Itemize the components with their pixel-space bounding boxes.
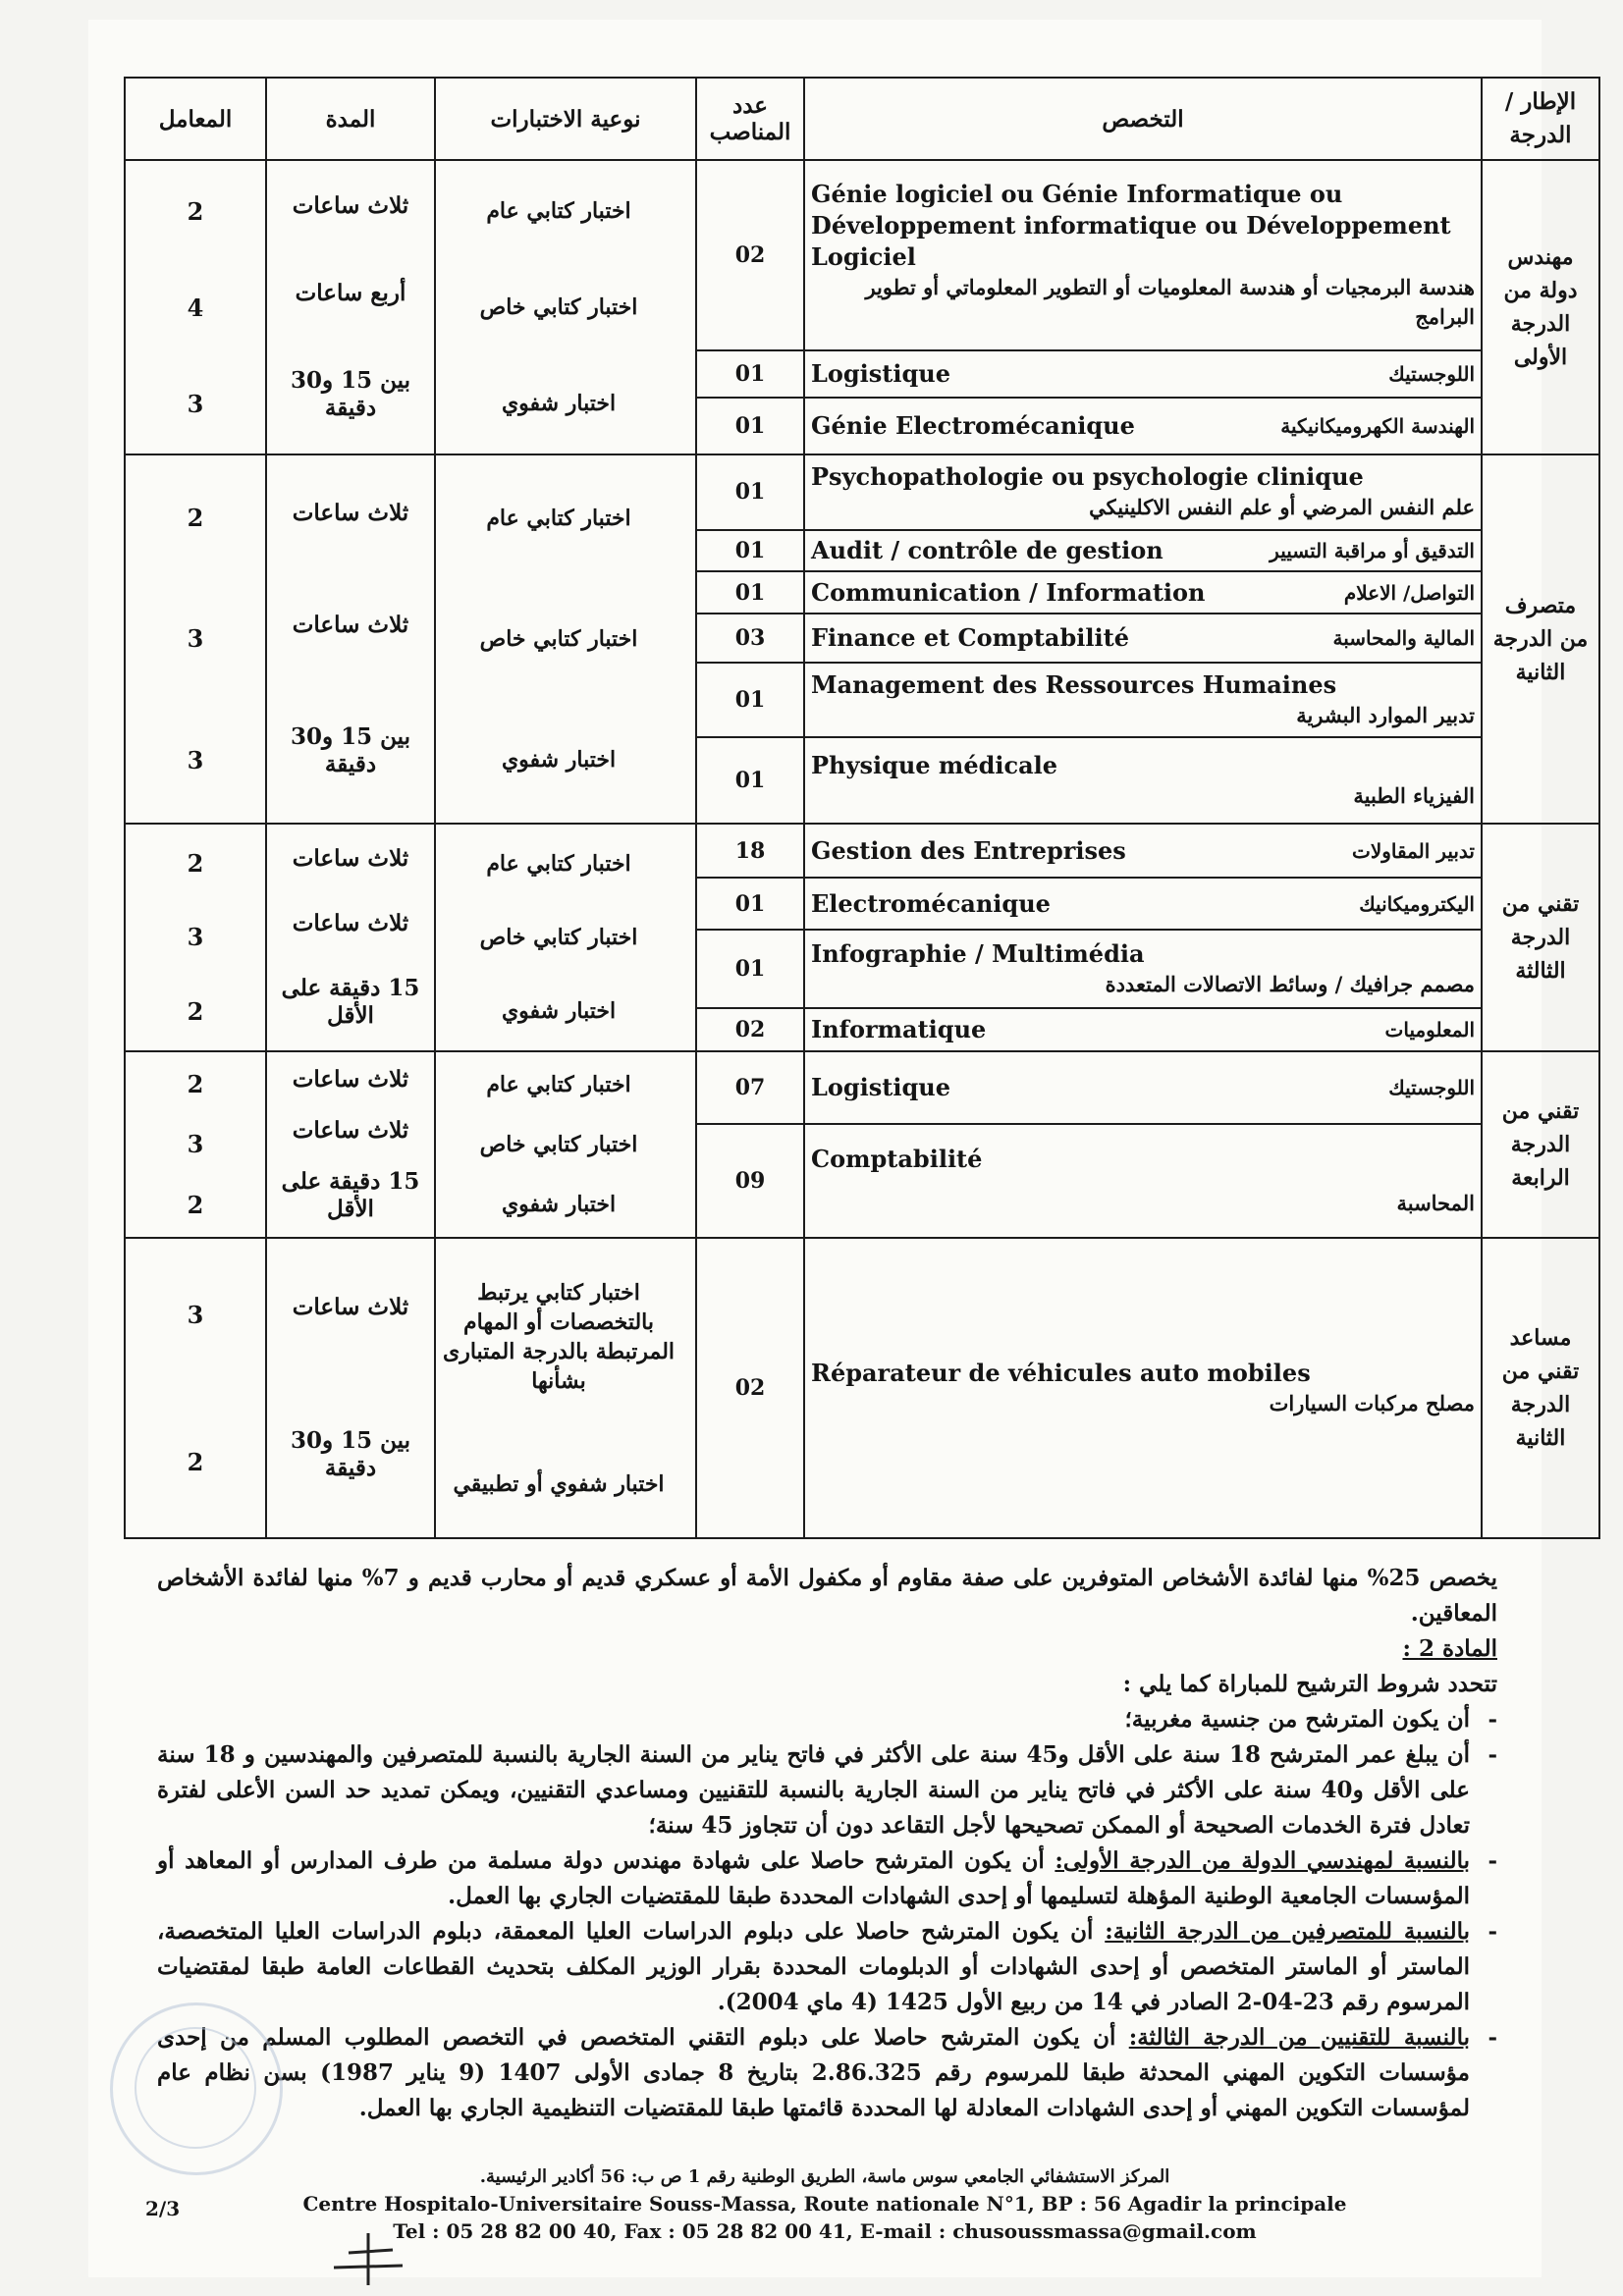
test-item: اختبار كتابي عام — [486, 1071, 631, 1097]
specialty-cell — [804, 737, 1482, 824]
table-row — [125, 824, 1599, 878]
specialty-ar: اليكتروميكانيك — [1359, 891, 1475, 916]
posts-cell: 02 — [696, 1238, 804, 1538]
duration-item: بين 15 و30 دقيقة — [290, 1427, 410, 1481]
test-item: اختبار كتابي عام — [486, 198, 631, 224]
test-item: اختبار شفوي — [501, 1192, 617, 1218]
coefficient-item: 2 — [187, 1447, 204, 1476]
specialty-fr: Psychopathologie ou psychologie clinique — [811, 462, 1364, 492]
quota-paragraph: يخصص 25% منها لفائدة الأشخاص المتوفرين على صفة مقاوم أو مكفول الأمة أو عسكري قديم أو محارب قديم و 7% منها لفائدة الأشخاص المعاقين. — [157, 1565, 1497, 1627]
condition-label: بالنسبة لمهندسي الدولة من الدرجة الأولى: — [1055, 1847, 1470, 1874]
test-item: اختبار شفوي — [501, 391, 617, 416]
condition-text: أن يكون المترشح حاصلا على دبلوم التقني المتخصص في التخصص المطلوب المسلم من إحدى مؤسسات التكوين المهني المحدثة طبقا للمرسوم رقم 2.86.325 بتاريخ 8 جمادى الأولى 1407 (9 يناير 1987) بسن نظام عام لمؤسسات التكوين المهني أو إحدى الشهادات المعادلة لها المحددة قائمتها طبقا للمقتضيات التنظيمية الجاري بها العمل. — [157, 2024, 1470, 2121]
duration-item: ثلاث ساعات — [292, 845, 409, 872]
tests-cell — [435, 1238, 696, 1538]
coefficient-cell — [125, 1238, 266, 1538]
header-coefficient: المعامل — [125, 78, 266, 160]
specialty-cell — [804, 614, 1482, 663]
posts-cell: 01 — [696, 350, 804, 398]
condition-text: أن يكون المترشح حاصلا على شهادة مهندس دولة مسلمة من طرف المدارس أو المعاهد أو المؤسسات الجامعية الوطنية المؤهلة لتسليمها أو إحدى الشهادات المحددة طبقا للمقتضيات الجاري بها العمل. — [157, 1847, 1470, 1909]
specialty-ar: مصلح مركبات السيارات — [1269, 1391, 1475, 1415]
table-row — [125, 454, 1599, 530]
posts-cell: 03 — [696, 614, 804, 663]
specialty-fr: Génie logiciel ou Génie Informatique ou Développement informatique ou Développement Logiciel — [811, 180, 1451, 272]
coefficient-item: 2 — [187, 849, 204, 879]
specialty-ar: المعلوميات — [1384, 1017, 1475, 1041]
specialty-cell — [804, 350, 1482, 398]
specialty-fr: Informatique — [811, 1014, 987, 1043]
duration-cell — [266, 824, 435, 1051]
test-item: اختبار كتابي عام — [486, 505, 631, 531]
posts-cell: 01 — [696, 571, 804, 614]
tests-cell — [435, 1051, 696, 1238]
specialty-fr: Logistique — [811, 1073, 950, 1102]
test-item: اختبار كتابي خاص — [479, 625, 638, 652]
specialty-ar: التدقيق أو مراقبة التسيير — [1270, 538, 1475, 562]
specialty-fr: Logistique — [811, 359, 950, 389]
page-number: 2/3 — [145, 2197, 181, 2220]
duration-item: ثلاث ساعات — [292, 910, 409, 936]
conditions-text — [157, 1561, 1497, 2126]
specialty-fr: Comptabilité — [811, 1145, 983, 1174]
footer-contact: Tel : 05 28 82 00 40, Fax : 05 28 82 00 41, E-mail : chusoussmassa@gmail.com — [393, 2219, 1257, 2243]
test-item: اختبار كتابي خاص — [479, 924, 638, 950]
coefficient-item: 3 — [187, 923, 204, 952]
specialty-cell — [804, 824, 1482, 878]
test-item: اختبار كتابي يرتبط بالتخصصات أو المهام المرتبطة بالدرجة المتبارى بشأنها — [442, 1279, 676, 1394]
posts-cell: 01 — [696, 454, 804, 530]
duration-cell — [266, 1051, 435, 1238]
duration-item: 15 دقيقة على الأقل — [281, 1168, 420, 1222]
specialty-cell — [804, 1124, 1482, 1238]
tests-cell — [435, 824, 696, 1051]
specialty-ar: الفيزياء الطبية — [1353, 783, 1475, 809]
duration-item: ثلاث ساعات — [292, 192, 409, 220]
recruitment-table — [124, 77, 1600, 1539]
table-header-row — [125, 78, 1599, 160]
specialty-ar: تدبير المقاولات — [1352, 838, 1475, 863]
coefficient-cell — [125, 160, 266, 454]
stamp-mark — [110, 2002, 283, 2175]
specialty-cell — [804, 1238, 1482, 1538]
specialty-cell — [804, 878, 1482, 930]
condition-item: - أن يبلغ عمر المترشح 18 سنة على الأقل و45 سنة على الأكثر في فاتح يناير من السنة الجارية بالنسبة للمتصرفين والمهندسين و 18 سنة على الأقل و40 سنة على الأكثر في فاتح يناير من السنة الجارية بالنسبة للتقنيين ومساعدي التقنيين، ويمكن تمديد حد السن الأعلى لفترة تعادل فترة الخدمات الصحيحة أو الممكن تصحيحها لأجل التقاعد دون أن تتجاوز 45 سنة؛ — [157, 1737, 1497, 1843]
coefficient-item: 2 — [187, 196, 204, 226]
grade-cell: مساعد تقني من الدرجة الثانية — [1482, 1238, 1599, 1538]
coefficient-cell — [125, 454, 266, 824]
signature-mark — [324, 2228, 412, 2287]
table-row — [125, 1051, 1599, 1124]
coefficient-item: 3 — [187, 624, 204, 654]
specialty-fr: Génie Electromécanique — [811, 411, 1135, 441]
intro-paragraph: تتحدد شروط الترشيح للمباراة كما يلي : — [1122, 1671, 1497, 1697]
specialty-fr: Physique médicale — [811, 751, 1058, 780]
condition-item — [157, 2020, 1497, 2126]
specialty-ar: علم النفس المرضي أو علم النفس الاكلينيكي — [1089, 495, 1475, 520]
coefficient-item: 2 — [187, 504, 204, 533]
condition-item: - أن يكون المترشح من جنسية مغربية؛ — [157, 1702, 1497, 1737]
coefficient-item: 2 — [187, 996, 204, 1026]
posts-cell: 01 — [696, 663, 804, 738]
specialty-fr: Audit / contrôle de gestion — [811, 535, 1163, 564]
duration-cell — [266, 160, 435, 454]
specialty-ar: اللوجستيك — [1388, 1076, 1475, 1100]
coefficient-item: 2 — [187, 1190, 204, 1219]
header-specialty: التخصص — [804, 78, 1482, 160]
posts-cell: 01 — [696, 737, 804, 824]
condition-label: بالنسبة للمتصرفين من الدرجة الثانية: — [1105, 1918, 1470, 1945]
specialty-ar: التواصل/ الاعلام — [1343, 580, 1475, 605]
specialty-ar: هندسة البرمجيات أو هندسة المعلوميات أو التطوير المعلوماتي أو تطوير البرامج — [865, 275, 1475, 330]
posts-cell: 01 — [696, 398, 804, 454]
duration-cell — [266, 454, 435, 824]
posts-cell: 01 — [696, 530, 804, 572]
posts-cell: 01 — [696, 878, 804, 930]
test-item: اختبار شفوي — [501, 998, 617, 1025]
specialty-ar: اللوجستيك — [1388, 362, 1475, 387]
table-row — [125, 1238, 1599, 1538]
coefficient-item: 2 — [187, 1070, 204, 1099]
coefficient-item: 3 — [187, 745, 204, 774]
duration-item: ثلاث ساعات — [292, 1066, 409, 1093]
duration-cell — [266, 1238, 435, 1538]
article-label: المادة 2 : — [1402, 1635, 1497, 1662]
coefficient-item: 4 — [187, 293, 204, 322]
test-item: اختبار شفوي — [501, 747, 617, 774]
test-item: اختبار شفوي أو تطبيقي — [453, 1470, 665, 1497]
specialty-cell — [804, 160, 1482, 350]
coefficient-cell — [125, 824, 266, 1051]
posts-cell: 18 — [696, 824, 804, 878]
coefficient-item: 3 — [187, 1130, 204, 1159]
test-item: اختبار كتابي خاص — [479, 294, 638, 320]
duration-item: أربع ساعات — [295, 279, 406, 306]
specialty-fr: Gestion des Entreprises — [811, 835, 1126, 865]
posts-cell: 02 — [696, 1008, 804, 1051]
specialty-fr: Communication / Information — [811, 577, 1206, 607]
duration-item: ثلاث ساعات — [292, 612, 409, 638]
coefficient-item: 3 — [187, 1300, 204, 1329]
specialty-cell — [804, 663, 1482, 738]
footer-address-fr: Centre Hospitalo-Universitaire Souss-Massa, Route nationale N°1, BP : 56 Agadir la principale — [302, 2192, 1347, 2216]
test-item: اختبار كتابي خاص — [479, 1131, 638, 1157]
header-grade: الإطار / الدرجة — [1482, 78, 1599, 160]
coefficient-item: 3 — [187, 389, 204, 418]
tests-cell — [435, 160, 696, 454]
specialty-ar: تدبير الموارد البشرية — [1296, 702, 1475, 727]
grade-cell: متصرف من الدرجة الثانية — [1482, 454, 1599, 824]
posts-cell: 02 — [696, 160, 804, 350]
posts-cell: 07 — [696, 1051, 804, 1124]
specialty-fr: Electromécanique — [811, 888, 1051, 918]
duration-item: ثلاث ساعات — [292, 1294, 409, 1320]
grade-cell: تقني من الدرجة الثالثة — [1482, 824, 1599, 1051]
specialty-cell — [804, 930, 1482, 1008]
specialty-ar: المالية والمحاسبة — [1332, 625, 1475, 650]
coefficient-cell — [125, 1051, 266, 1238]
footer-address-ar: المركز الاستشفائي الجامعي سوس ماسة، الطريق الوطنية رقم 1 ص ب: 56 أكادير الرئيسية. — [479, 2166, 1170, 2187]
specialty-cell — [804, 1008, 1482, 1051]
header-posts: عدد المناصب — [696, 78, 804, 160]
tests-cell — [435, 454, 696, 824]
condition-item — [157, 1914, 1497, 2020]
posts-cell: 01 — [696, 930, 804, 1008]
test-item: اختبار كتابي عام — [486, 850, 631, 877]
table-row — [125, 160, 1599, 350]
specialty-ar: المحاسبة — [1396, 1191, 1475, 1216]
condition-label: بالنسبة للتقنيين من الدرجة الثالثة: — [1128, 2024, 1470, 2051]
specialty-fr: Management des Ressources Humaines — [811, 669, 1337, 699]
posts-cell: 09 — [696, 1124, 804, 1238]
duration-item: بين 15 و30 دقيقة — [290, 366, 410, 421]
header-tests: نوعية الاختبارات — [435, 78, 696, 160]
grade-cell: تقني من الدرجة الرابعة — [1482, 1051, 1599, 1238]
specialty-cell — [804, 1051, 1482, 1124]
specialty-fr: Réparateur de véhicules auto mobiles — [811, 1359, 1311, 1387]
condition-text: أن يكون المترشح حاصلا على دبلوم الدراسات العليا المعمقة، دبلوم الدراسات العليا المتخصصة، الماستر أو الماستر المتخصص أو إحدى الشهادات أو الدبلومات المحددة بقرار الوزير المكلف بتحديث القطاعات العامة طبقا لمقتضيات المرسوم رقم 23-04-2 الصادر في 14 من ربيع الأول 1425 (4 ماي 2004). — [157, 1918, 1470, 2015]
specialty-cell — [804, 530, 1482, 572]
specialty-cell — [804, 454, 1482, 530]
grade-cell: مهندس دولة من الدرجة الأولى — [1482, 160, 1599, 454]
header-duration: المدة — [266, 78, 435, 160]
condition-item — [157, 1843, 1497, 1914]
specialty-ar: الهندسة الكهروميكانيكية — [1280, 414, 1475, 439]
duration-item: 15 دقيقة على الأقل — [281, 975, 420, 1029]
duration-item: بين 15 و30 دقيقة — [290, 723, 410, 777]
specialty-fr: Infographie / Multimédia — [811, 939, 1145, 969]
duration-item: ثلاث ساعات — [292, 1117, 409, 1144]
specialty-cell — [804, 398, 1482, 454]
specialty-ar: مصمم جرافيك / وسائط الاتصالات المتعددة — [1105, 972, 1475, 997]
specialty-cell — [804, 571, 1482, 614]
specialty-fr: Finance et Comptabilité — [811, 622, 1129, 652]
duration-item: ثلاث ساعات — [292, 500, 409, 526]
